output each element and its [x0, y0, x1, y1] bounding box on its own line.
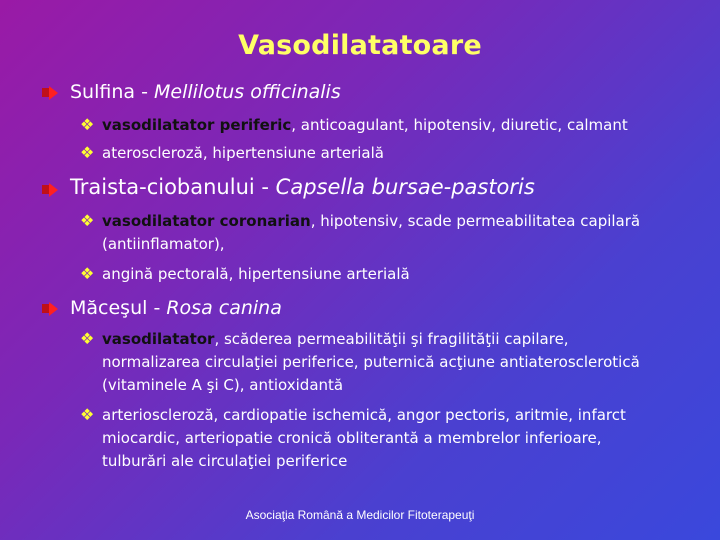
list-item: [80, 114, 680, 137]
plant-heading: [70, 297, 282, 319]
diamond-bullet-icon: ❖: [80, 115, 95, 134]
plant-latin-name: Mellilotus officinalis: [153, 81, 341, 103]
item-text: arterioscleroză, cardiopatie ischemică, angor pectoris, aritmie, infarct miocardic, arteriopatie cronică obliterantă a membrelor inferioare, tulburări ale circulaţiei periferice: [102, 406, 626, 470]
list-item: [80, 404, 680, 474]
diamond-bullet-icon: ❖: [80, 143, 95, 162]
plant-name: Măceşul: [70, 297, 148, 319]
plant-separator: -: [147, 297, 167, 319]
diamond-bullet-icon: ❖: [80, 405, 95, 424]
item-text: , anticoagulant, hipotensiv, diuretic, calmant: [291, 116, 628, 134]
plant-heading: [70, 81, 341, 103]
item-text: , scăderea permeabilităţii şi fragilităţii capilare, normalizarea circulaţiei periferice, puternică acţiune antiaterosclerotică (vitaminele A şi C), antioxidantă: [102, 330, 640, 394]
list-item: [80, 328, 680, 398]
plant-name: Traista-ciobanului: [70, 175, 255, 199]
arrow-bullet-icon: [42, 302, 60, 316]
highlight-text: vasodilatator periferic: [102, 116, 292, 134]
diamond-bullet-icon: ❖: [80, 264, 95, 283]
list-item: [80, 263, 680, 286]
plant-separator: -: [135, 81, 154, 103]
arrow-bullet-icon: [42, 183, 60, 197]
plant-name: Sulfina: [70, 81, 136, 103]
plant-latin-name: Rosa canina: [166, 297, 282, 319]
item-text: , hipotensiv, scade permeabilitatea capilară (antiinflamator),: [102, 212, 641, 253]
footer-text: Asociaţia Română a Medicilor Fitoterapeuţi: [245, 508, 475, 522]
arrow-bullet-icon: [42, 86, 60, 100]
slide-title: Vasodilatatoare: [238, 30, 482, 61]
plant-latin-name: Capsella bursae-pastoris: [275, 175, 535, 199]
plant-separator: -: [254, 175, 276, 199]
list-item: [80, 142, 680, 165]
diamond-bullet-icon: ❖: [80, 211, 95, 230]
list-item: [80, 210, 680, 256]
item-text: angină pectorală, hipertensiune arterială: [102, 265, 410, 283]
highlight-text: vasodilatator coronarian: [102, 212, 311, 230]
highlight-text: vasodilatator: [102, 330, 215, 348]
item-text: ateroscleroză, hipertensiune arterială: [102, 144, 384, 162]
plant-heading: [70, 175, 535, 199]
diamond-bullet-icon: ❖: [80, 329, 95, 348]
